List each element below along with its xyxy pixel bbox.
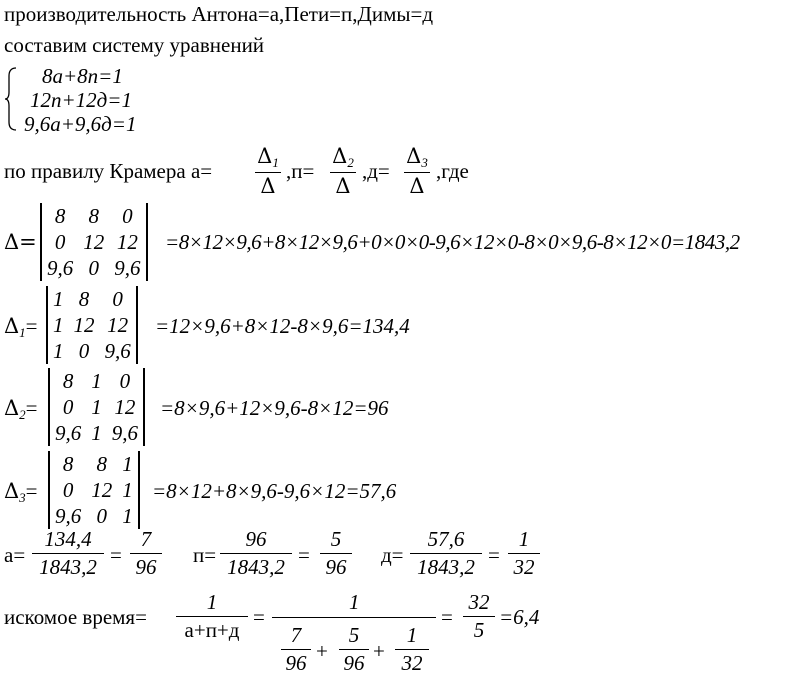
det3-result: =8×12+8×9,6-9,6×12=57,6 (152, 479, 397, 503)
det-main-result: =8×12×9,6+8×12×9,6+0×0×0-9,6×12×0-8×0×9,6-8×12×0=1843,2 (165, 230, 740, 254)
final-term-1: 7 96 (281, 625, 311, 674)
final-term-3: 1 32 (395, 625, 429, 674)
final-eq-1: = (253, 605, 265, 629)
intro-line-1: производительность Антона=а,Пети=п,Димы=д (4, 2, 434, 26)
final-f2-bar (272, 617, 436, 618)
system-eq-3: 9,6а+9,6д=1 (24, 112, 137, 136)
cramer-suffix: ,где (436, 159, 469, 183)
cramer-prefix: по правилу Крамера а= (4, 159, 213, 183)
det1-result: =12×9,6+8×12-8×9,6=134,4 (155, 314, 410, 338)
final-term-2: 5 96 (339, 625, 369, 674)
solution-a-result: 7 96 (130, 529, 162, 578)
solution-p-frac: 96 1843,2 (220, 529, 292, 578)
solution-a-label: а= (4, 543, 26, 567)
final-plus-2: + (373, 639, 385, 663)
cramer-frac-p: $\Delta_2$ Δ (330, 146, 356, 197)
solution-p-eq: = (298, 543, 310, 567)
cramer-d-eq: ,д= (362, 159, 390, 183)
final-label: искомое время= (4, 605, 147, 629)
final-frac-1: 1 а+п+д (176, 592, 248, 641)
system-brace (4, 66, 20, 132)
cramer-p-eq: ,п= (286, 159, 315, 183)
solution-d-frac: 57,6 1843,2 (410, 529, 482, 578)
system-eq-2: 12п+12д=1 (30, 88, 132, 112)
solution-p-result: 5 96 (320, 529, 352, 578)
intro-line-2: составим систему уравнений (4, 33, 265, 57)
solution-d-result: 1 32 (508, 529, 540, 578)
final-eq-2: = (441, 605, 453, 629)
solution-d-label: д= (381, 543, 404, 567)
solution-a-frac: 134,4 1843,2 (32, 529, 104, 578)
det-main-label: Δ= (4, 230, 37, 254)
det1-label: $\Delta_1=$ (4, 314, 38, 340)
final-f2-num: 1 (349, 590, 360, 614)
final-plus-1: + (316, 639, 328, 663)
solution-d-eq: = (488, 543, 500, 567)
solution-p-label: п= (193, 543, 217, 567)
solution-a-eq: = (110, 543, 122, 567)
det2-label: $\Delta_2=$ (4, 396, 38, 422)
det2-matrix: 8 1 0 0 1 12 9,6 1 9,6 (48, 368, 145, 446)
cramer-frac-d: $\Delta_3$ Δ (404, 146, 430, 197)
final-result: =6,4 (499, 605, 540, 629)
det2-result: =8×9,6+12×9,6-8×12=96 (160, 396, 389, 420)
det1-matrix: 1 8 0 1 12 12 1 0 9,6 (46, 286, 138, 364)
det3-matrix: 8 8 1 0 12 1 9,6 0 1 (48, 451, 140, 529)
det3-label: $\Delta_3=$ (4, 479, 38, 505)
cramer-frac-a: $\Delta_1$ Δ (255, 146, 281, 197)
det-main-matrix: 8 8 0 0 12 12 9,6 0 9,6 (40, 203, 148, 281)
final-frac-3: 32 5 (463, 592, 495, 641)
system-eq-1: 8а+8п=1 (42, 64, 123, 88)
